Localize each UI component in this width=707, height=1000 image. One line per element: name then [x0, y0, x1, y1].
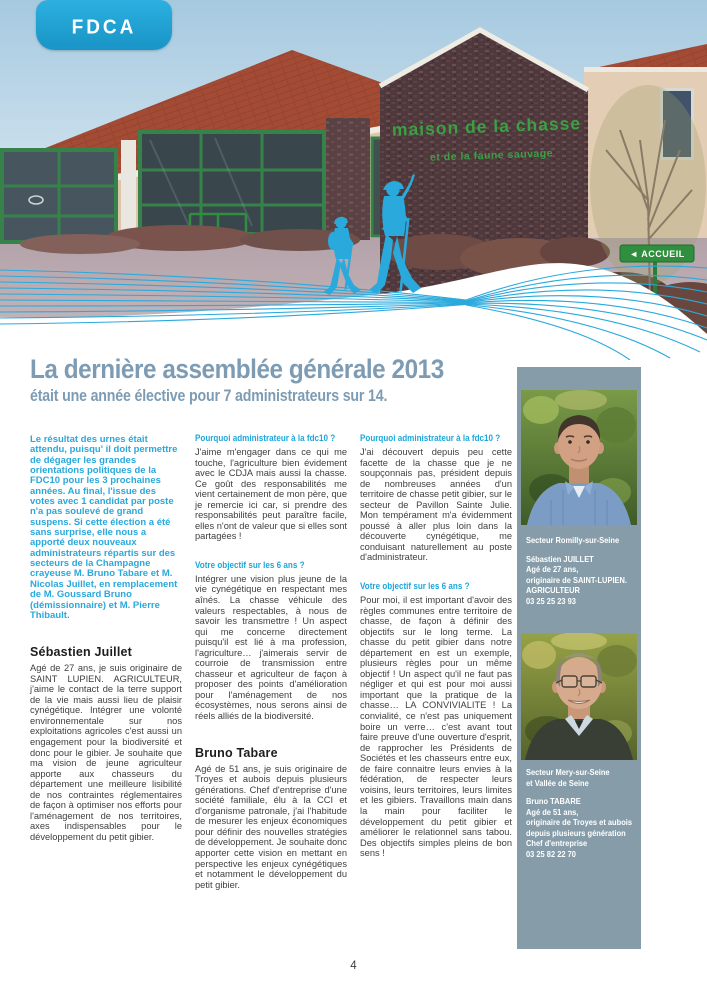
- page-number: 4: [350, 960, 357, 972]
- paragraph-sebastien: Agé de 27 ans, je suis originaire de SAINT LUPIEN. AGRICULTEUR, j'aime le contact de la terre support de la vie mais aussi lieu de plaisir cynégétique. Intégrer une volonté environnementale sur nos exploitations agricoles c'est aussi un engagement pour la biodiversité et donc pour le gibier. Je souhaite que ma vision de jeune agriculteur apporte aux chasseurs du département une meilleure lisibilité de nos contraintes réglementaires de façon à optimiser nos efforts pour l'aménagement de nos territoires, axes indispensables pour le développement du petit gibier.: [30, 663, 182, 842]
- title-block: [30, 354, 520, 406]
- sector-label-2: et Vallée de Seine: [526, 777, 589, 788]
- person-name: Bruno TABARE: [526, 796, 581, 806]
- phone-number: 03 25 25 23 93: [526, 595, 576, 606]
- article-columns: [30, 433, 512, 890]
- detail-line: originaire de SAINT-LUPIEN.: [526, 574, 628, 585]
- header-photo: [0, 0, 707, 360]
- column-3: [360, 433, 512, 890]
- detail-line: Agé de 51 ans,: [526, 806, 579, 817]
- glazed-facade: [140, 132, 324, 234]
- portrait-sebastien-juillet: [521, 390, 637, 525]
- caption-sebastien: [526, 535, 628, 606]
- detail-line: AGRICULTEUR: [526, 585, 580, 595]
- column-1: [30, 433, 182, 890]
- fdca-tab: [36, 0, 172, 50]
- phone-number: 03 25 82 22 70: [526, 848, 576, 859]
- question-2-col2: Votre objectif sur les 6 ans ?: [195, 559, 305, 570]
- caption-bruno: [526, 767, 632, 859]
- intro-paragraph: Le résultat des urnes était attendu, puisqu' il doit permettre de dégager les grandes orientations politiques de la FDC10 pour les 3 prochaines années. Au final, l'issue des votes avec 1 candidat par poste n'a pas soulevé de grand suspens. Si cette élection a été sans surprise, elle nous a apporté deux nouveaux administrateurs répartis sur des secteurs de la Champagne crayeuse M. Bruno Tabare et M. Nicolas Juillet, en remplacement de M. Goussard Bruno (démissionnaire) et M. Pierre Thibault.: [30, 434, 178, 621]
- building-photo-illustration: [0, 0, 707, 360]
- svg-text:◄ ACCUEIL: ◄ ACCUEIL: [629, 249, 685, 259]
- fdca-tab-label: FDCA: [71, 16, 137, 39]
- question-1-col2: Pourquoi administrateur à la fdc10 ?: [195, 433, 336, 443]
- sector-label: Secteur Romilly-sur-Seine: [526, 535, 620, 545]
- heading-bruno-tabare: Bruno Tabare: [195, 745, 278, 760]
- answer-1-col3: J'ai découvert depuis peu cette facette de la chasse que je ne soupçonnais pas, président depuis de nombreuses années d'un territoire de chasse petit gibier, sur le secteur de Pavillon Sainte Julie. Mon tempérament m'a évidemment poussé à aller plus loin dans la découverte cynégétique, me conduisant naturellement au poste d'administrateur.: [360, 447, 512, 563]
- question-1-col3: Pourquoi administrateur à la fdc10 ?: [360, 433, 501, 443]
- profiles-sidebar: [517, 367, 641, 949]
- answer-2-col3: Pour moi, il est important d'avoir des règles communes entre territoire de chasse, de façon à définir des objectifs sur le long terme. La chasse du petit gibier dans notre département en est un exemple, plusieurs règles pour un même objectif ! Un aspect qu'il ne faut pas négliger et qui est pour moi aussi important que la pratique de la chasse… LA CONVIVIALITE ! La convialité, ce n'est pas uniquement boire un verre… c'est avant tout faire preuve d'une ouverture d'esprit, de rapprocher les Présidents de Sociétés et les chasseurs entre eux, de faire connaitre leurs envies à la fédération, de respecter leurs voisins, leurs territoires, leurs limites et les gibiers. Travaillons main dans la main pour faciliter le développement du petit gibier et améliorer le relationnel sans tabou. Des objectifs simples pleins de bon sens !: [360, 595, 512, 859]
- question-2-col3: Votre objectif sur les 6 ans ?: [360, 581, 470, 592]
- brick-pillar: [326, 118, 370, 240]
- sector-label: Secteur Mery-sur-Seine: [526, 767, 610, 777]
- answer-1-col2: J'aime m'engager dans ce qui me touche, l'agriculture bien évidement avec le CDJA mais aussi la chasse. Ce goût des responsabilités me vient certainement de mon père, que je remercie ici car, si prendre des responsabilités peut paraître facile, elles n'ont de valeur que si elles sont partagées !: [195, 447, 347, 542]
- detail-line: originaire de Troyes et aubois: [526, 817, 632, 827]
- answer-2-col2: Intégrer une vision plus jeune de la vie cynégétique en respectant mes aînés. La chasse véhicule des valeurs respectables, à nous de savoir les transmettre ! Un aspect qui me concerne directement puisqu'il est lié à ma profession, l'agriculture… j'aimerais servir de courroie de transmission entre chasseur et agriculteur de façon à proposer des points d'amélioration pour l'aménagement de nos écosystèmes, nous serons ainsi de réels alliés de la biodiversité.: [195, 573, 347, 722]
- portrait-bruno-tabare: [521, 633, 637, 760]
- person-name: Sébastien JUILLET: [526, 553, 594, 564]
- page-subtitle: était une année élective pour 7 administrateurs sur 14.: [30, 387, 388, 405]
- paragraph-bruno: Agé de 51 ans, je suis originaire de Troyes et aubois depuis plusieurs générations. Chef d'entreprise d'une société familiale, élu à la CCI et d'organisme patronale, j'ai l'habitude de mesurer les enjeux économiques pour définir des nouvelles stratégies de développement. Je souhaite donc apporter cette vision en mettant en perspective les enjeux cynégétiques et notamment le développement du petit gibier.: [195, 763, 347, 890]
- heading-sebastien-juillet: Sébastien Juillet: [30, 645, 133, 660]
- column-2: [195, 433, 347, 890]
- building-sign-line2: et de la faune sauvage: [429, 147, 554, 164]
- entrance-doors: [2, 150, 116, 242]
- building-sign-line1: maison de la chasse: [391, 113, 582, 140]
- detail-line: Chef d'entreprise: [526, 838, 588, 848]
- detail-line: Agé de 27 ans,: [526, 564, 579, 574]
- page-title: La dernière assemblée générale 2013: [30, 354, 444, 384]
- detail-line: depuis plusieurs génération: [526, 827, 626, 838]
